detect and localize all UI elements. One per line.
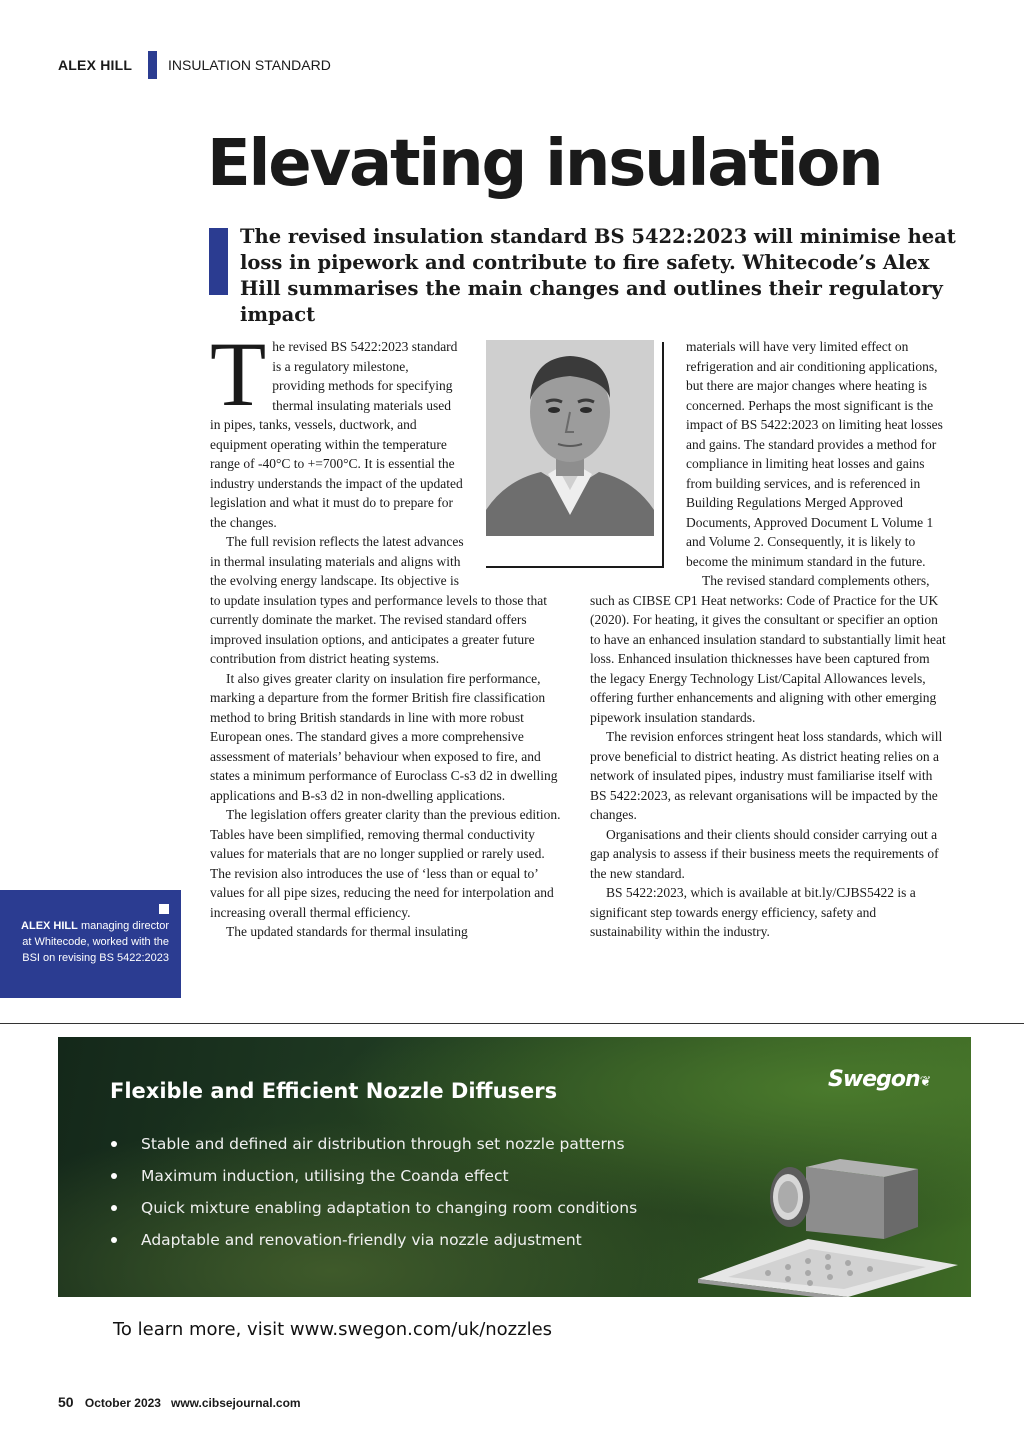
bullet-icon	[111, 1141, 117, 1147]
page-footer	[58, 1394, 301, 1410]
body-paragraph: The revision enforces stringent heat loss standards, which will prove beneficial to district heating. As district heating relies on a network of insulated pipes, industry must familiarise itself with BS 5422:2023, as relevant organisations will be impacted by the changes.	[590, 729, 943, 822]
ad-title: Flexible and Efficient Nozzle Diffusers	[110, 1079, 558, 1103]
ad-bullet-item	[110, 1133, 637, 1165]
swegon-logo	[828, 1067, 930, 1092]
issue-date: October 2023	[84, 1396, 161, 1410]
bullet-icon	[111, 1173, 117, 1179]
body-paragraph: The full revision reflects the latest advances in thermal insulating materials and aligns with the evolving energy landscape. Its objective is to update insulation types and performance levels to those that currently dominate the market. The revised standard offers improved insulation options, and anticipates a greater future contribution from district heating systems.	[210, 534, 548, 666]
article-standfirst: The revised insulation standard BS 5422:2023 will minimise heat loss in pipework and contribute to fire safety. Whitecode’s Alex Hill summarises the main changes and outlines their regulatory impact	[240, 225, 956, 326]
header-divider-bar	[148, 51, 157, 79]
square-icon	[159, 904, 169, 914]
bullet-icon	[111, 1205, 117, 1211]
page-divider	[0, 1023, 1024, 1024]
nozzle-diffuser-image	[688, 1147, 968, 1297]
body-paragraph: materials will have very limited effect on refrigeration and air conditioning applications, but there are major changes where heating is concerned. Perhaps the most significant is the impact of BS 5422:2023 on limiting heat losses and gains. The standard provides a method for compliance in limiting heat losses and gains from building services, and is referenced in Building Regulations Merged Approved Documents, Approved Document L Volume 1 and Volume 2. Consequently, it is likely to become the minimum standard in the future.	[686, 339, 943, 569]
drop-cap: T	[210, 323, 267, 425]
ad-bullet-text: Stable and defined air distribution through set nozzle patterns	[141, 1135, 625, 1153]
body-paragraph: It also gives greater clarity on insulation fire performance, marking a departure from the former British fire classification method to bring British standards in line with more robust European ones. The standard gives a more comprehensive assessment of materials’ behaviour when exposed to fire, and states a minimum performance of Euroclass C-s3 d2 in dwelling applications and B-s3 d2 in non-dwelling applications.	[210, 670, 558, 803]
body-paragraph: The revised standard complements others, such as CIBSE CP1 Heat networks: Code of Practice for the UK (2020). For heating, it gives the consultant or specifier an option to have an enhanced insulation standard to substantially limit heat loss. Enhanced insulation thicknesses have been captured from the legacy Energy Technology List/Capital Allowances levels, offering further enhancements and aligning with other emerging pipework insulation standards.	[590, 573, 946, 725]
header-author: ALEX HILL	[58, 57, 133, 73]
body-paragraph: The updated standards for thermal insulating	[226, 924, 468, 939]
author-bio-text: managing director at Whitecode, worked with the BSI on revising BS 5422:2023	[22, 920, 169, 964]
ad-call-to-action[interactable]: To learn more, visit www.swegon.com/uk/nozzles	[113, 1319, 553, 1340]
author-bio-box	[0, 890, 181, 998]
bullet-icon	[111, 1237, 117, 1243]
article-column-right	[590, 337, 946, 942]
body-paragraph: he revised BS 5422:2023 standard is a regulatory milestone, providing methods for specifying thermal insulating materials used in pipes, tanks, vessels, ductwork, and equipment operating within the temperature range of -40°C to +=700°C. It is essential the industry understands the impact of the updated legislation and what it must do to prepare for the changes.	[210, 339, 463, 530]
leaf-icon: ❦	[919, 1074, 931, 1090]
page-number: 50	[58, 1394, 74, 1410]
header-section: INSULATION STANDARD	[168, 57, 331, 73]
body-paragraph: The legislation offers greater clarity than the previous edition. Tables have been simplified, removing thermal conductivity values for materials that are no longer supplied or rarely used. The revision also introduces the use of ‘less than or equal to’ values for all pipe sizes, reducing the need for interpolation and increasing overall thermal efficiency.	[210, 807, 561, 920]
ad-bullet-text: Quick mixture enabling adaptation to changing room conditions	[141, 1199, 638, 1217]
author-bio	[19, 918, 169, 966]
swegon-advert[interactable]	[58, 1037, 971, 1297]
ad-bullet-item	[110, 1165, 637, 1197]
footer-url[interactable]: www.cibsejournal.com	[170, 1396, 301, 1410]
ad-bullet-item	[110, 1229, 637, 1261]
body-paragraph: BS 5422:2023, which is available at bit.ly/CJBS5422 is a significant step towards energy efficiency, safety and sustainability within the industry.	[590, 885, 916, 939]
standfirst-accent-bar	[209, 228, 228, 295]
ad-bullet-item	[110, 1197, 637, 1229]
ad-bullet-text: Adaptable and renovation-friendly via nozzle adjustment	[141, 1231, 582, 1249]
ad-bullet-text: Maximum induction, utilising the Coanda effect	[141, 1167, 509, 1185]
author-bio-name: ALEX HILL	[21, 920, 78, 932]
swegon-logo-text: Swegon	[828, 1067, 920, 1092]
ad-bullet-list	[110, 1133, 637, 1261]
article-headline: Elevating insulation	[207, 127, 882, 201]
body-paragraph: Organisations and their clients should consider carrying out a gap analysis to assess if their business meets the requirements of the new standard.	[590, 826, 939, 881]
